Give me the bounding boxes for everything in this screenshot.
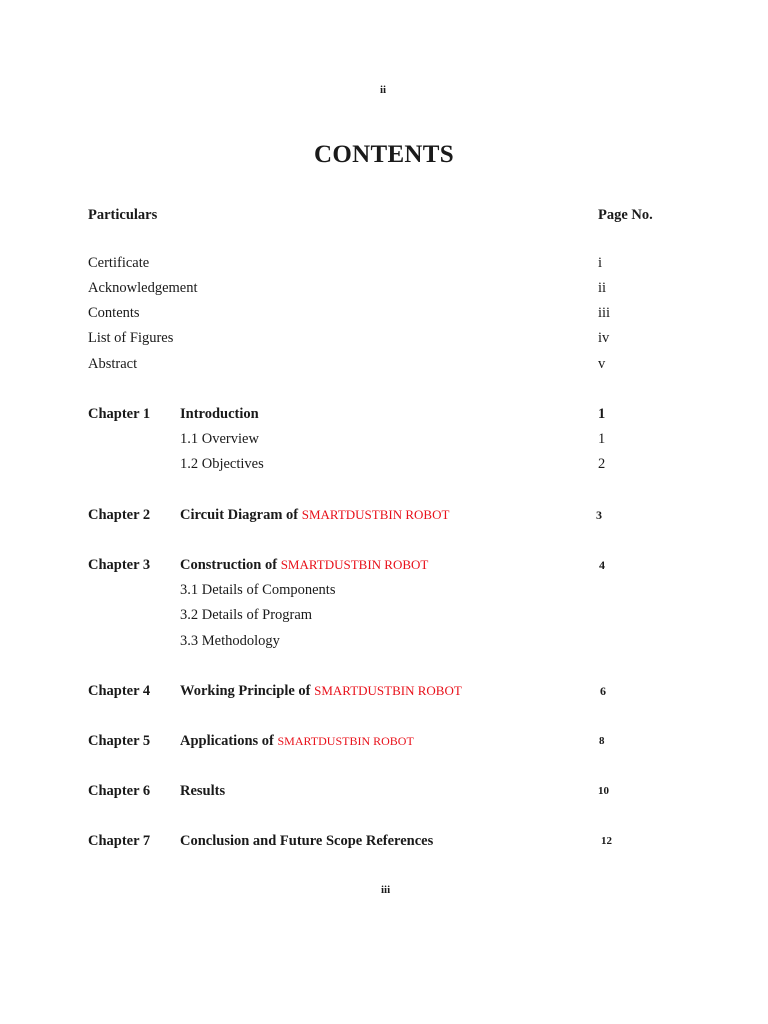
chapter-page: 8 xyxy=(599,735,605,747)
chapter-title: Working Principle of xyxy=(180,683,311,699)
chapter-title: Conclusion and Future Scope References xyxy=(180,833,434,849)
section-label: 3.3 Methodology xyxy=(180,633,280,649)
chapter-page: 10 xyxy=(598,785,609,797)
section-label: 1.1 Overview xyxy=(180,431,259,447)
front-matter-page: iii xyxy=(598,305,611,321)
front-matter-label: List of Figures xyxy=(88,330,174,346)
chapter-page: 12 xyxy=(601,835,612,847)
chapter-number: Chapter 6 xyxy=(88,783,151,799)
chapter-title-line xyxy=(180,683,462,700)
chapter-page: 4 xyxy=(599,558,605,572)
page-title: CONTENTS xyxy=(314,141,454,168)
chapter-page: 3 xyxy=(596,508,602,522)
page-no-header: Page No. xyxy=(598,207,653,223)
front-matter-page: iv xyxy=(598,330,610,346)
chapter-number: Chapter 1 xyxy=(88,406,151,422)
front-matter-label: Acknowledgement xyxy=(88,280,198,296)
page-number-top: ii xyxy=(380,84,387,96)
project-name-highlight: SMARTDUSTBIN ROBOT xyxy=(280,557,429,572)
project-name-highlight: SMARTDUSTBIN ROBOT xyxy=(314,683,462,698)
section-label: 3.2 Details of Program xyxy=(180,607,313,623)
chapter-title: Circuit Diagram of xyxy=(180,507,299,523)
chapter-title-line xyxy=(180,557,428,574)
chapter-number: Chapter 3 xyxy=(88,557,151,573)
chapter-page: 1 xyxy=(598,406,606,422)
chapter-title-line xyxy=(180,507,449,524)
section-page: 1 xyxy=(598,431,606,447)
page-number-bottom: iii xyxy=(381,884,391,896)
project-name-highlight: SMARTDUSTBIN ROBOT xyxy=(277,734,414,748)
chapter-title-line xyxy=(180,733,414,750)
front-matter-label: Contents xyxy=(88,305,140,321)
particulars-header: Particulars xyxy=(88,207,158,223)
front-matter-label: Abstract xyxy=(88,356,138,372)
chapter-title: Results xyxy=(180,783,226,799)
section-label: 1.2 Objectives xyxy=(180,456,264,472)
section-label: 3.1 Details of Components xyxy=(180,582,336,598)
chapter-number: Chapter 5 xyxy=(88,733,151,749)
chapter-number: Chapter 2 xyxy=(88,507,151,523)
chapter-title: Applications of xyxy=(180,733,274,749)
chapter-number: Chapter 4 xyxy=(88,683,151,699)
front-matter-page: v xyxy=(598,356,606,372)
chapter-title: Introduction xyxy=(180,406,259,422)
chapter-number: Chapter 7 xyxy=(88,833,151,849)
front-matter-page: i xyxy=(598,255,603,271)
section-page: 2 xyxy=(598,456,606,472)
chapter-title: Construction of xyxy=(180,557,278,573)
front-matter-label: Certificate xyxy=(88,255,150,271)
chapter-page: 6 xyxy=(600,684,606,698)
project-name-highlight: SMARTDUSTBIN ROBOT xyxy=(301,507,450,522)
front-matter-page: ii xyxy=(598,280,607,296)
